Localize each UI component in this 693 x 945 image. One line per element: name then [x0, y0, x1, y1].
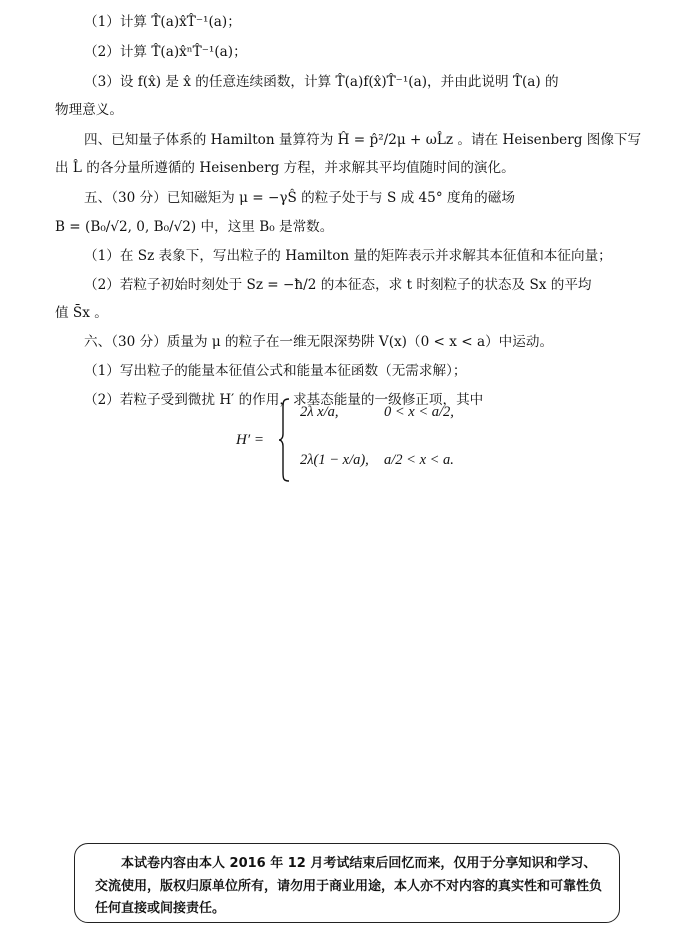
- question-3-part-3-cont: 物理意义。: [55, 102, 123, 118]
- left-brace-icon: [278, 398, 290, 482]
- formula-lhs: H′ =: [236, 432, 264, 448]
- question-4-cont: 出 L̂ 的各分量所遵循的 Heisenberg 方程，并求解其平均值随时间的演化。: [55, 160, 515, 176]
- question-5-part-2: （2）若粒子初始时刻处于 Sz = −ħ/2 的本征态，求 t 时刻粒子的状态及 Sx 的平均: [84, 277, 592, 293]
- question-6-part-1: （1）写出粒子的能量本征值公式和能量本征函数（无需求解）；: [84, 363, 467, 379]
- case-1-expression: 2λ x/a,: [300, 404, 339, 420]
- question-3-part-3: （3）设 f(x̂) 是 x̂ 的任意连续函数，计算 T̂(a)f(x̂)T̂⁻¹(a)，并由此说明 T̂(a) 的: [84, 74, 559, 90]
- question-3-part-1: （1）计算 T̂(a)x̂T̂⁻¹(a)；: [84, 14, 241, 30]
- question-6: 六、（30 分）质量为 μ 的粒子在一维无限深势阱 V(x)（0 < x < a）中运动。: [84, 334, 554, 350]
- disclaimer-box: [74, 843, 620, 923]
- question-5-part-2-cont: 值 S̄x 。: [55, 305, 108, 321]
- question-5-part-1: （1）在 Sz 表象下，写出粒子的 Hamilton 量的矩阵表示并求解其本征值和本征向量；: [84, 248, 612, 264]
- case-1-condition: 0 < x < a/2,: [384, 404, 454, 420]
- question-5: 五、（30 分）已知磁矩为 μ = −γŜ 的粒子处于与 S 成 45° 度角的磁场: [84, 190, 515, 206]
- disclaimer-text: 本试卷内容由本人 2016 年 12 月考试结束后回忆而来，仅用于分享知识和学习、交流使用，版权归原单位所有，请勿用于商业用途，本人亦不对内容的真实性和可靠性负任何直接或间接责任。: [95, 856, 603, 916]
- perturbation-formula: [236, 396, 466, 484]
- question-6-part-2: （2）若粒子受到微扰 H′ 的作用，求基态能量的一级修正项，其中: [84, 392, 484, 408]
- case-2-expression: 2λ(1 − x/a),: [300, 452, 369, 468]
- question-5-cont: B = (B₀/√2, 0, B₀/√2) 中，这里 B₀ 是常数。: [55, 219, 334, 235]
- question-4: 四、已知量子体系的 Hamilton 量算符为 Ĥ = p̂²/2μ + ωL̂z 。请在 Heisenberg 图像下写: [84, 132, 642, 148]
- case-2-condition: a/2 < x < a.: [384, 452, 454, 468]
- question-3-part-2: （2）计算 T̂(a)x̂ⁿT̂⁻¹(a)；: [84, 44, 247, 60]
